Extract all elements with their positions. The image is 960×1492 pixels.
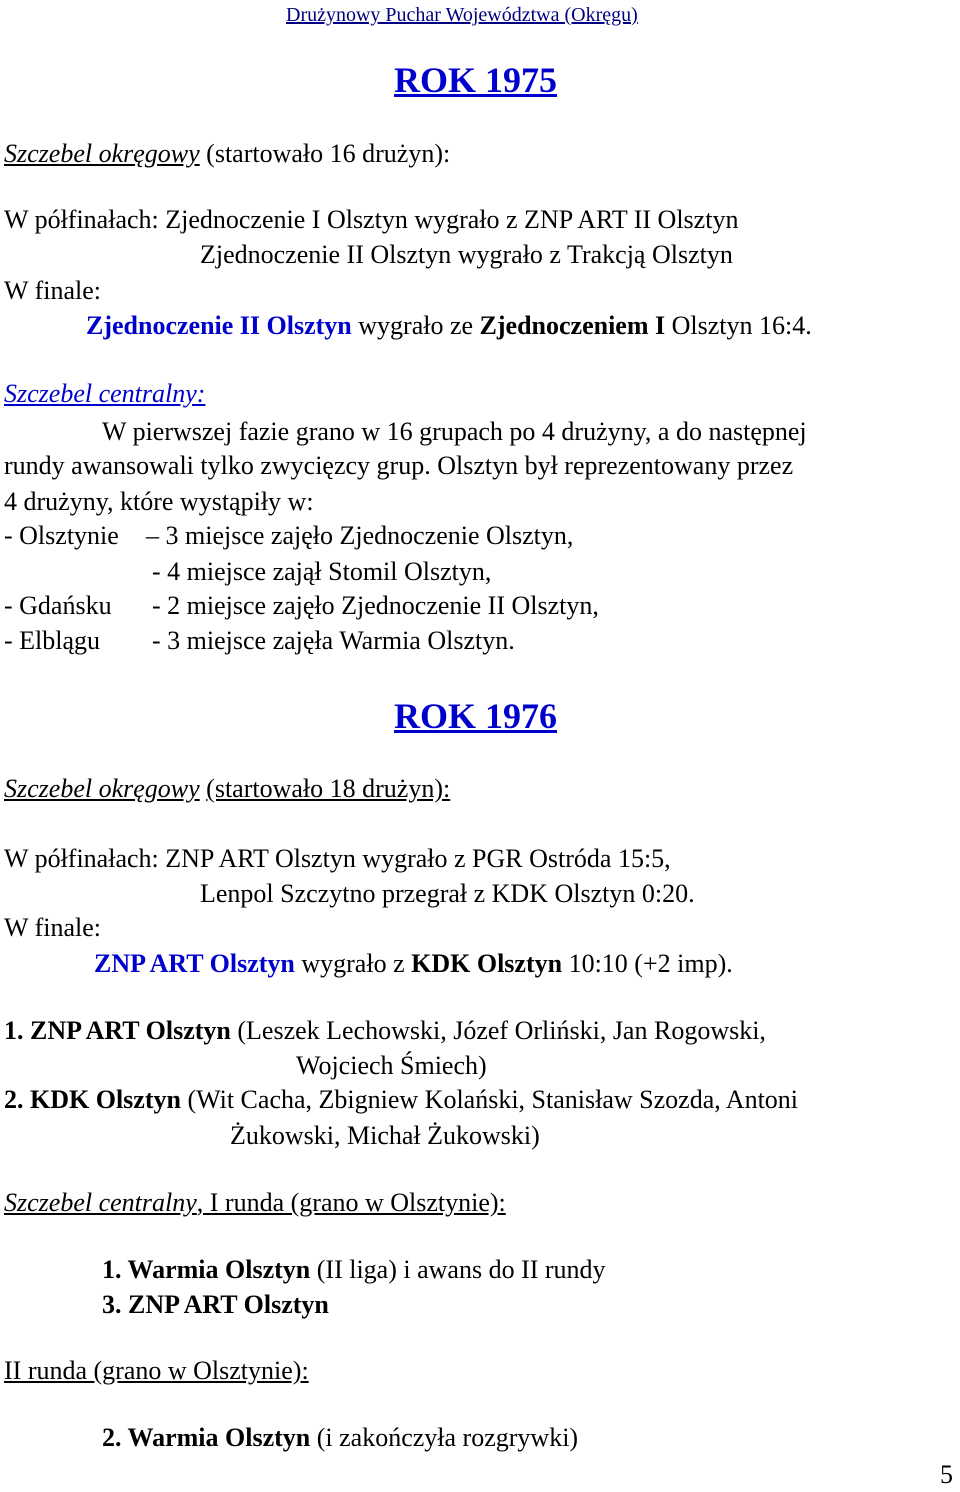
result-olsztyn-place: - Olsztynie [4, 521, 119, 550]
centralny-heading-1975: Szczebel centralny: [4, 379, 206, 408]
okregowy-heading-1975 [4, 137, 450, 171]
round1-place-3: 3. ZNP ART Olsztyn [102, 1290, 329, 1319]
final-mid: wygrało ze [358, 311, 474, 340]
central-text-2: rundy awansowali tylko zwycięzcy grup. Olsztyn był reprezentowany przez [4, 451, 794, 480]
okregowy-suffix: (startowało 18 drużyn): [206, 774, 451, 803]
final-mid: wygrało z [301, 949, 405, 978]
result-gdansk: - 2 miejsce zajęło Zjednoczenie II Olsztyn, [152, 591, 599, 620]
okregowy-suffix: (startowało 16 drużyn): [206, 139, 451, 168]
final-score: 10:10 (+2 imp). [568, 949, 733, 978]
okregowy-label: Szczebel okręgowy [4, 139, 200, 168]
semifinal-label: W półfinałach: [4, 205, 159, 234]
okregowy-label: Szczebel okręgowy [4, 774, 200, 803]
centralny-label: Szczebel centralny [4, 1188, 197, 1217]
place-1-row [4, 1014, 766, 1048]
semifinal-line-1976 [4, 842, 671, 876]
place-2-players: (Wit Cacha, Zbigniew Kolański, Stanisław Szozda, Antoni [187, 1085, 799, 1114]
final-loser: Zjednoczeniem I [479, 311, 666, 340]
place-1-players-cont: Wojciech Śmiech) [296, 1051, 487, 1080]
final-result [86, 309, 812, 343]
final-loser: KDK Olsztyn [411, 949, 563, 978]
semifinal-result-2: Zjednoczenie II Olsztyn wygrało z Trakcją Olsztyn [200, 240, 733, 269]
round2-note-2: (i zakończyła rozgrywki) [316, 1423, 579, 1452]
round2-heading: II runda (grano w Olsztynie): [4, 1356, 309, 1385]
result-elblag: - 3 miejsce zajęła Warmia Olsztyn. [152, 626, 515, 655]
final-winner: Zjednoczenie II Olsztyn [86, 311, 352, 340]
final-result-1976 [94, 947, 733, 981]
okregowy-heading-1976 [4, 772, 450, 806]
semifinal-label: W półfinałach: [4, 844, 159, 873]
round2-place-2 [102, 1421, 578, 1455]
final-winner: ZNP ART Olsztyn [94, 949, 295, 978]
place-1-team: 1. ZNP ART Olsztyn [4, 1016, 231, 1045]
semifinal-result-2-1976: Lenpol Szczytno przegrał z KDK Olsztyn 0:20. [200, 879, 695, 908]
year-heading-1976: ROK 1976 [394, 696, 558, 736]
semifinal-line-1 [4, 203, 738, 237]
year-heading-1975: ROK 1975 [394, 60, 558, 100]
central-text-3: 4 drużyny, które wystąpiły w: [4, 487, 314, 516]
result-olsztyn-1: – 3 miejsce zajęło Zjednoczenie Olsztyn, [146, 521, 574, 550]
result-elblag-place: - Elblągu [4, 626, 101, 655]
result-gdansk-place: - Gdańsku [4, 591, 112, 620]
place-2-row [4, 1083, 798, 1117]
central-text-1: W pierwszej fazie grano w 16 grupach po 4 drużyny, a do następnej [102, 417, 807, 446]
running-header: Drużynowy Puchar Województwa (Okręgu) [286, 4, 638, 26]
semifinal-result-1: Zjednoczenie I Olsztyn wygrało z ZNP ART II Olsztyn [165, 205, 739, 234]
final-label-1976: W finale: [4, 913, 101, 942]
final-label: W finale: [4, 276, 101, 305]
place-2-team: 2. KDK Olsztyn [4, 1085, 181, 1114]
centralny-heading-1976 [4, 1186, 506, 1220]
round1-place-1 [102, 1253, 606, 1287]
place-2-players-cont: Żukowski, Michał Żukowski) [230, 1121, 540, 1150]
final-score: Olsztyn 16:4. [671, 311, 812, 340]
round2-team-2: 2. Warmia Olsztyn [102, 1423, 311, 1452]
round1-note-1: (II liga) i awans do II rundy [316, 1255, 606, 1284]
centralny-suffix: , I runda (grano w Olsztynie): [196, 1188, 506, 1217]
page-number: 5 [940, 1460, 953, 1489]
semifinal-result-1: ZNP ART Olsztyn wygrało z PGR Ostróda 15:5, [165, 844, 671, 873]
round1-team-1: 1. Warmia Olsztyn [102, 1255, 311, 1284]
result-olsztyn-2: - 4 miejsce zajął Stomil Olsztyn, [152, 557, 492, 586]
place-1-players: (Leszek Lechowski, Józef Orliński, Jan Rogowski, [237, 1016, 766, 1045]
